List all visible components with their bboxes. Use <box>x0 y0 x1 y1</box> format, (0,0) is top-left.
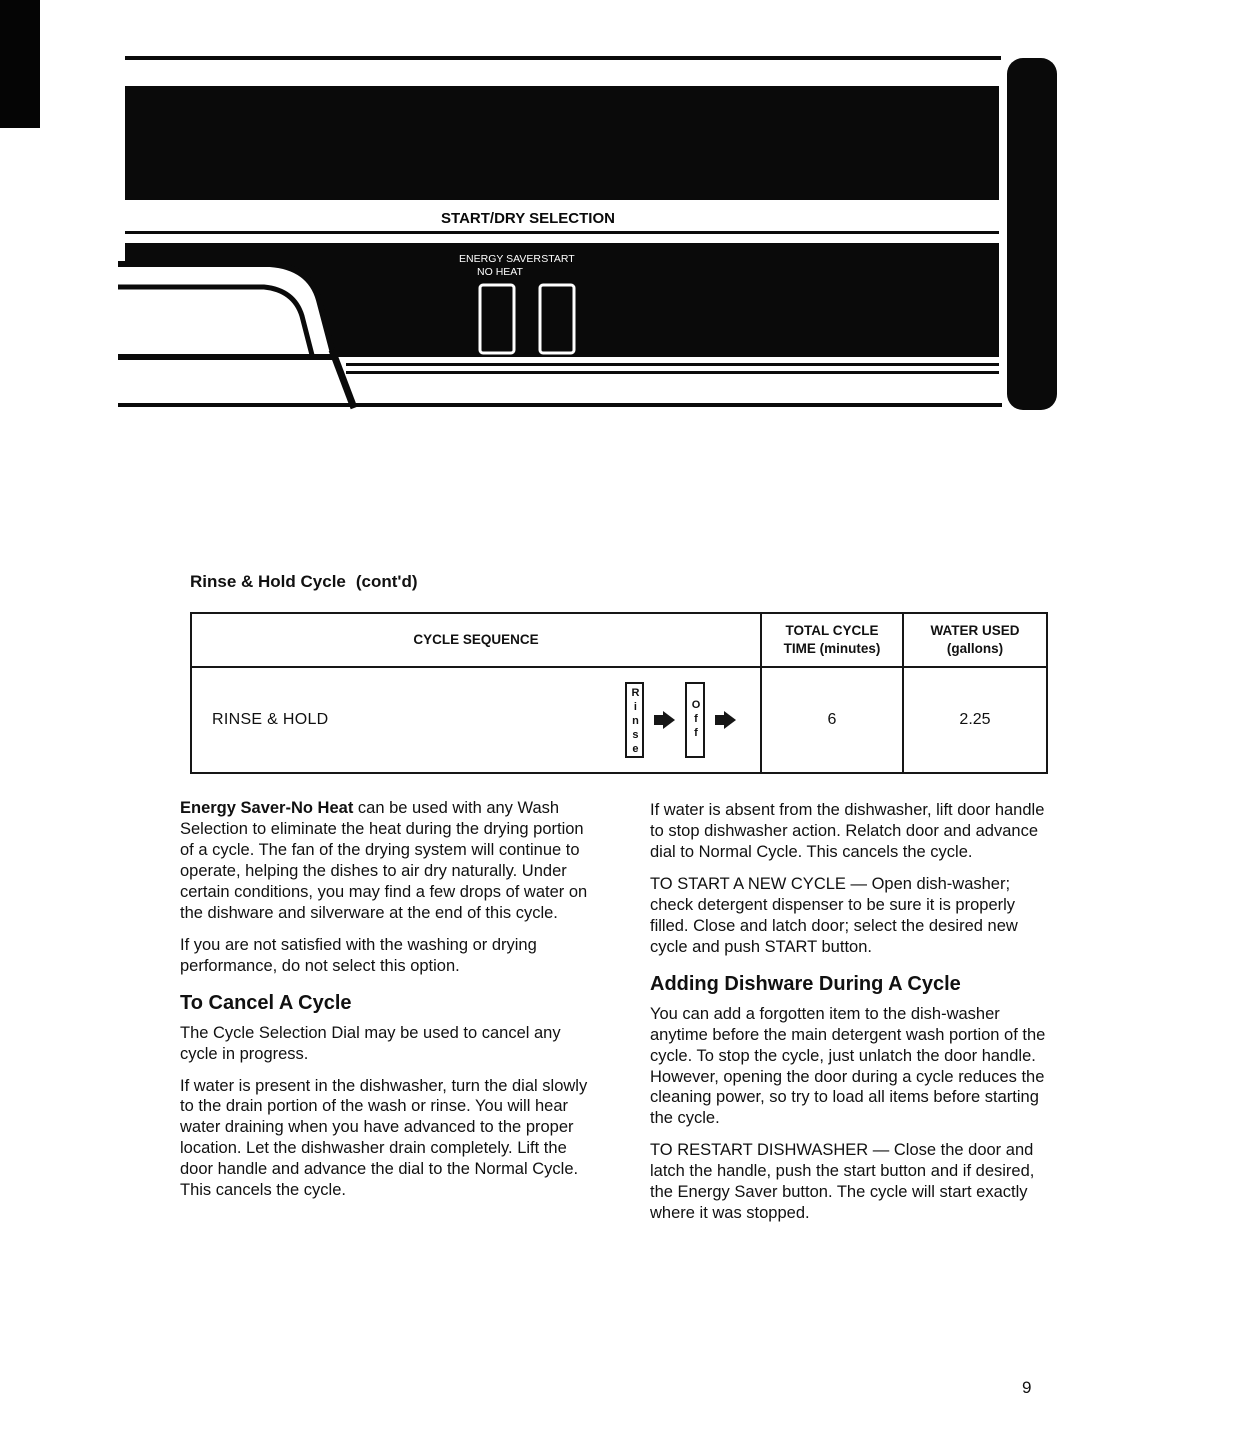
section-title-text: Rinse & Hold Cycle <box>190 572 346 591</box>
header-total-cycle-time <box>762 614 904 666</box>
header-cycle-sequence: CYCLE SEQUENCE <box>192 614 762 666</box>
heading-to-cancel-a-cycle: To Cancel A Cycle <box>180 991 352 1014</box>
cycle-sequence-diagram <box>625 682 736 758</box>
panel-divider-rule <box>125 231 999 234</box>
panel-upper-band <box>125 86 999 200</box>
scan-edge-artifact <box>0 0 40 128</box>
panel-right-end-cap <box>1007 58 1057 410</box>
start-button <box>540 285 574 353</box>
paragraph-water-present: If water is present in the dishwasher, turn the dial slowly to the drain portion of the wash or rinse. You will hear water draining when you have advanced to the proper location. Let the dishwasher drain completely. Lift the door handle and advance the dial to the Normal Cycle. This cancels the cycle. <box>180 1076 588 1200</box>
header-water-used-line1: WATER USED <box>930 622 1020 638</box>
right-text-column <box>650 800 1052 1235</box>
header-water-used <box>904 614 1046 666</box>
energy-saver-button <box>480 285 514 353</box>
sequence-step-off: Off <box>685 682 705 758</box>
arrow-right-icon <box>654 711 675 729</box>
cell-cycle-sequence <box>192 668 762 772</box>
cycle-table <box>190 612 1048 774</box>
paragraph-not-satisfied: If you are not satisfied with the washing or drying performance, do not select this option. <box>180 935 537 975</box>
energy-saver-label: ENERGY SAVER <box>459 253 541 265</box>
paragraph-add-forgotten-item: You can add a forgotten item to the dish-washer anytime before the main detergent wash portion of the cycle. To stop the cycle, just unlatch the door handle. However, opening the door during a cycle reduces the cleaning power, so try to load all items before starting the cycle. <box>650 1004 1046 1128</box>
energy-saver-body: can be used with any Wash Selection to eliminate the heat during the drying portion of a cycle. The fan of the drying system will continue to operate, helping the dishes to air dry naturally. Under certain conditions, you may find a few drops of water on the dishware and silverware at the end of this cycle. <box>180 799 588 922</box>
panel-top-rule <box>125 56 1001 60</box>
header-total-cycle-line1: TOTAL CYCLE <box>785 622 879 638</box>
cell-total-time: 6 <box>762 668 904 772</box>
sequence-step-rinse: Rinse <box>625 682 645 758</box>
section-title <box>190 572 418 592</box>
heading-adding-dishware: Adding Dishware During A Cycle <box>650 972 961 995</box>
paragraph-cycle-selection-dial: The Cycle Selection Dial may be used to cancel any cycle in progress. <box>180 1023 561 1063</box>
paragraph-start-new-cycle: TO START A NEW CYCLE — Open dish-washer; check detergent dispenser to be sure it is properly filled. Close and latch door; select the desired new cycle and push START button. <box>650 874 1018 956</box>
arrow-right-icon <box>715 711 736 729</box>
cycle-table-header-row <box>192 614 1046 668</box>
header-total-cycle-line2: TIME (minutes) <box>783 641 881 656</box>
cell-water-used: 2.25 <box>959 711 991 728</box>
start-dry-selection-label: START/DRY SELECTION <box>441 210 615 227</box>
panel-lower-rule-1 <box>346 363 999 366</box>
paragraph-energy-saver <box>180 798 592 924</box>
header-water-used-line2: (gallons) <box>946 641 1004 656</box>
energy-saver-lead: Energy Saver-No Heat <box>180 799 354 817</box>
panel-bottom-rule <box>118 403 1002 407</box>
dishwasher-panel-illustration <box>118 50 1063 420</box>
door-edge-line <box>332 350 354 408</box>
panel-lower-rule-2 <box>346 371 999 374</box>
paragraph-water-absent: If water is absent from the dishwasher, lift door handle to stop dishwasher action. Relatch door and advance dial to Normal Cycle. This cancels the cycle. <box>650 801 1045 861</box>
table-row <box>192 668 1046 772</box>
left-text-column <box>180 798 592 1212</box>
paragraph-restart-dishwasher: TO RESTART DISHWASHER — Close the door and latch the handle, push the start button and if desired, the Energy Saver button. The cycle will start exactly where it was stopped. <box>650 1141 1035 1223</box>
page-number: 9 <box>1022 1378 1032 1397</box>
section-title-contd: (cont'd) <box>355 572 418 591</box>
cycle-name: RINSE & HOLD <box>212 711 329 728</box>
start-label: START <box>541 253 575 265</box>
no-heat-label: NO HEAT <box>477 266 523 278</box>
